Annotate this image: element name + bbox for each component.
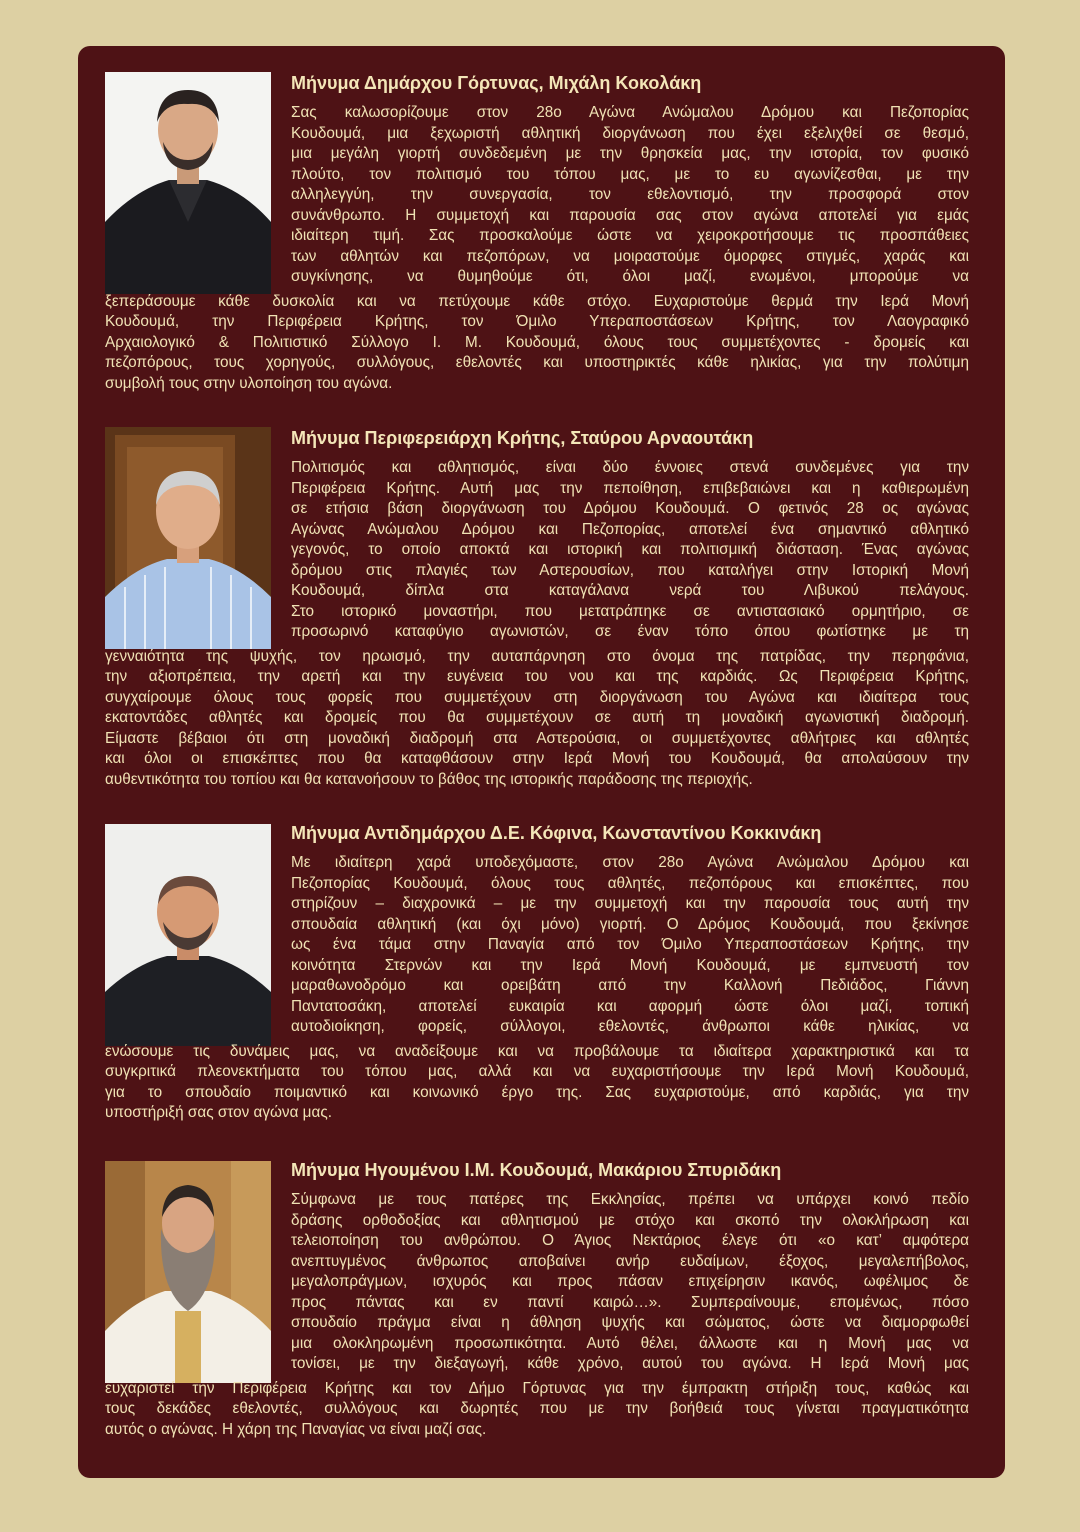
message-side-line: των αθλητών και πεζοπόρων, να μοιραστούμε όμορφες στιγμές, χαράς και (291, 247, 969, 265)
message-side-line: στηρίζουν – διαχρονικά – με την συμμετοχή και την παρουσία τους αυτή την (291, 895, 969, 912)
message-title: Μήνυμα Αντιδημάρχου Δ.Ε. Κόφινα, Κωνσταντίνου Κοκκινάκη (291, 823, 822, 843)
message-title: Μήνυμα Ηγουμένου Ι.Μ. Κουδουμά, Μακάριου Σπυριδάκη (291, 1160, 782, 1180)
message-side-line: Αγώνας Ανώμαλου Δρόμου και Πεζοπορίας, αποτελεί ένα σημαντικό αθλητικό (291, 520, 969, 538)
message-side-line: δρόμου στις πλαγιές των Αστερουσίων, που καταλήγει στην Ιστορική Μονή (291, 561, 969, 579)
message-side-line: σπουδαία αθλητική (και όχι μόνο) γιορτή. Ο Δρόμος Κουδουμά, που ξεκίνησε (291, 915, 969, 933)
message-full-line: ξεπεράσουμε κάθε δυσκολία και να πετύχουμε κάθε στόχο. Ευχαριστούμε θερμά την Ιερά Μονή (105, 292, 969, 310)
message-side-line: Με ιδιαίτερη χαρά υποδεχόμαστε, στον 28ο Αγώνα Ανώμαλου Δρόμου και (291, 854, 969, 871)
message-side-line: μια μεγάλη γιορτή συνδεδεμένη με την θρησκεία μας, την ιστορία, τον φυσικό (291, 145, 969, 162)
message-side-line: ανεπτυγμένος άνθρωπος αποβαίνει ανήρ ευδαίμων, έξοχος, μεγαλεπήβολος, (291, 1252, 969, 1270)
message-full-line: Κουδουμά, την Περιφέρεια Κρήτης, τον Όμιλο Υπεραποστάσεων Κρήτης, τον Λαογραφικό (105, 313, 969, 330)
message-side-line: Κουδουμά, μια ξεχωριστή αθλητική διοργάνωση που έχει εξελιχθεί σε θεσμό, (291, 124, 969, 142)
portrait-photo-deputy-mayor (105, 824, 271, 1046)
messages-panel (78, 46, 1005, 1478)
message-side-line: ιδιαίτερη τιμή. Σας προσκαλούμε ώστε να χειροκροτήσουμε τις προσπάθειες (291, 227, 969, 244)
message-side-line: γεγονός, το οποίο αποκτά και ιστορική και πολιτισμική διάσταση. Ένας αγώνας (291, 541, 969, 558)
message-full-line: αυθεντικότητα του τοπίου και θα κατανοήσουν το βάθος της ιστορικής παράδοσης της περιοχής. (105, 770, 753, 788)
message-full-line: συμβολή τους στην υλοποίηση του αγώνα. (105, 374, 393, 392)
message-side-line: δράσης ορθοδοξίας και αθλητισμού με στόχο και σκοπό την ολοκλήρωση και (291, 1211, 969, 1229)
message-side-line: τονίσει, με την διεξαγωγή, κάθε χρόνο, αυτού του αγώνα. Η Ιερά Μονή μας (291, 1355, 969, 1372)
message-side-line: σπουδαίο πράγμα είναι η άθληση ψυχής και σώματος, ώστε να διαμορφωθεί (291, 1314, 969, 1331)
message-side-line: Παντατοσάκη, αποτελεί ευκαιρία και αφορμή ώστε όλοι μαζί, τοπική (291, 997, 969, 1015)
message-side-line: Στο ιστορικό μοναστήρι, που μετατράπηκε σε αντιστασιακό ορμητήριο, σε (291, 602, 969, 620)
message-full-line: και όλοι οι επισκέπτες που θα καταφθάσουν στην Ιερά Μονή του Κουδουμά, θα απολαύσουν την (105, 750, 969, 767)
message-full-line: αυτός ο αγώνας. Η χάρη της Παναγίας να είναι μαζί σας. (105, 1420, 487, 1438)
message-side-line: ως ένα τάμα στην Παναγία από τον Όμιλο Υπεραποστάσεων Κρήτης, την (291, 936, 969, 953)
message-side-line: Σύμφωνα με τους πατέρες της Εκκλησίας, πρέπει να υπάρχει κοινό πεδίο (291, 1191, 969, 1208)
message-side-line: αλληλεγγύη, την συνεργασία, τον εθελοντισμό, την προσφορά στον (291, 186, 969, 203)
message-full-line: συγχαίρουμε όλους τους φορείς που συμμετέχουν στη διοργάνωση του Αγώνα και ιδιαίτερα τους (105, 688, 969, 706)
portrait-man-striped-shirt-icon (105, 427, 271, 649)
message-full-line: υποστήριξή σας στον αγώνα μας. (105, 1104, 332, 1121)
message-side-line: μια ολοκληρωμένη προσωπικότητα. Αυτό θέλει, άλλωστε και η Μονή μας να (291, 1334, 969, 1352)
message-full-line: πεζοπόρους, τους χορηγούς, συλλόγους, εθελοντές και υποστηρικτές κάθε ηλικίας, για την πολύτιμη (105, 354, 969, 371)
message-full-line: την αξιοπρέπεια, την αρετή και την ευγένεια του νου και της καρδιάς. Ως Περιφέρεια Κρήτης, (105, 668, 969, 685)
message-side-line: προσωρινό καταφύγιο αγωνιστών, σε έναν τόπο όπου φωτίστηκε με τη (291, 623, 969, 640)
message-side-line: Πολιτισμός και αθλητισμός, είναι δύο έννοιες στενά συνδεμένες για την (291, 459, 969, 476)
message-side-line: μαραθωνοδρόμο και ορειβάτη από την Καλλονή Πεδιάδος, Γιάννη (291, 977, 969, 994)
message-title: Μήνυμα Δημάρχου Γόρτυνας, Μιχάλη Κοκολάκη (291, 73, 702, 93)
message-side-line: αυτοδιοίκηση, φορείς, σύλλογοι, εθελοντές, άνθρωποι κάθε ηλικίας, να (291, 1018, 969, 1035)
message-full-line: γενναιότητα της ψυχής, τον ηρωισμό, την αυταπάρνηση στο όνομα της πατρίδας, την περηφάνια, (105, 647, 969, 665)
message-side-line: Πεζοπορίας Κουδουμά, όλους τους αθλητές, πεζοπόρους και επισκέπτες, που (291, 874, 969, 892)
message-side-line: Σας καλωσορίζουμε στον 28ο Αγώνα Ανώμαλου Δρόμου και Πεζοπορίας (291, 104, 969, 121)
message-side-line: Περιφέρεια Κρήτης. Αυτή μας την πεποίθηση, επιβεβαιώνει και η καθιερωμένη (291, 479, 969, 497)
message-side-line: πλούτο, τον πολιτισμό του τόπου μας, με το ευ αγωνίζεσθαι, με την (291, 165, 969, 183)
message-full-line: Είμαστε βέβαιοι ότι στη μοναδική διαδρομή στα Αστερούσια, οι συμμετέχοντες αθλήτριες και αθλητές (105, 729, 969, 747)
message-full-line: εκατοντάδες αθλητές και δρομείς που θα συμμετέχουν σε αυτή τη μοναδική αγωνιστική διαδρομή. (105, 709, 969, 726)
message-side-line: σε ετήσια βάση διοργάνωση του Δρόμου Κουδουμά. Ο φετινός 28 ος αγώνας (291, 500, 969, 517)
message-side-line: συνάνθρωπο. Η συμμετοχή και παρουσία σας στον αγώνα αποτελεί για εμάς (291, 206, 969, 224)
message-side-line: Κουδουμά, δίπλα στα καταγάλανα νερά του Λιβυκού πελάγους. (291, 582, 969, 599)
message-full-line: συγκριτικά πλεονεκτήματα του τόπου μας, αλλά και να ευχαριστήσουμε την Ιερά Μονή Κουδουμά, (105, 1063, 969, 1080)
message-full-line: ενώσουμε τις δυνάμεις μας, να αναδείξουμε και να προβάλουμε τα ιδιαίτερα χαρακτηριστικά και τα (105, 1042, 969, 1060)
message-side-line: τελειοποίηση του ανθρώπου. Ο Άγιος Νεκτάριος έλεγε ότι «ο κατ’ αμφότερα (291, 1232, 969, 1249)
message-side-line: προς πάντας και εν παντί καιρώ…». Συμπεραίνουμε, επομένως, πόσο (291, 1293, 969, 1311)
message-full-line: τους δεκάδες εθελοντές, συλλόγους και δωρητές που με την βοήθειά τους γίνεται πραγματικότητα (105, 1400, 969, 1417)
portrait-man-dark-shirt-icon (105, 824, 271, 1046)
message-full-line: Αρχαιολογικό & Πολιτιστικό Σύλλογο Ι. Μ. Κουδουμά, όλους τους συμμετέχοντες - δρομείς και (105, 333, 969, 351)
message-title: Μήνυμα Περιφερειάρχη Κρήτης, Σταύρου Αρναουτάκη (291, 428, 754, 448)
message-full-line: ευχαριστεί την Περιφέρεια Κρήτης και τον Δήμο Γόρτυνας για την έμπρακτη στήριξη τους, καθώς και (105, 1379, 969, 1397)
message-full-line: για το σπουδαίο ποιμαντικό και κοινωνικό έργο της. Σας ευχαριστούμε, από καρδιάς, για την (105, 1083, 969, 1101)
message-side-line: κοινότητα Στερνών και την Ιερά Μονή Κουδουμά, με εμπνευστή τον (291, 956, 969, 974)
portrait-abbot-white-vestments-icon (105, 1161, 271, 1383)
portrait-photo-governor (105, 427, 271, 649)
message-side-line: συγκίνησης, να θυμηθούμε ότι, όλοι μαζί, ενωμένοι, μπορούμε να (291, 268, 969, 285)
portrait-photo-mayor (105, 72, 271, 294)
portrait-photo-abbot (105, 1161, 271, 1383)
portrait-man-dark-suit-icon (105, 72, 271, 294)
message-side-line: μεγαλοπράγμων, ισχυρός και προς πάσαν επιχείρησιν ικανός, ωφέλιμος δε (291, 1273, 969, 1290)
